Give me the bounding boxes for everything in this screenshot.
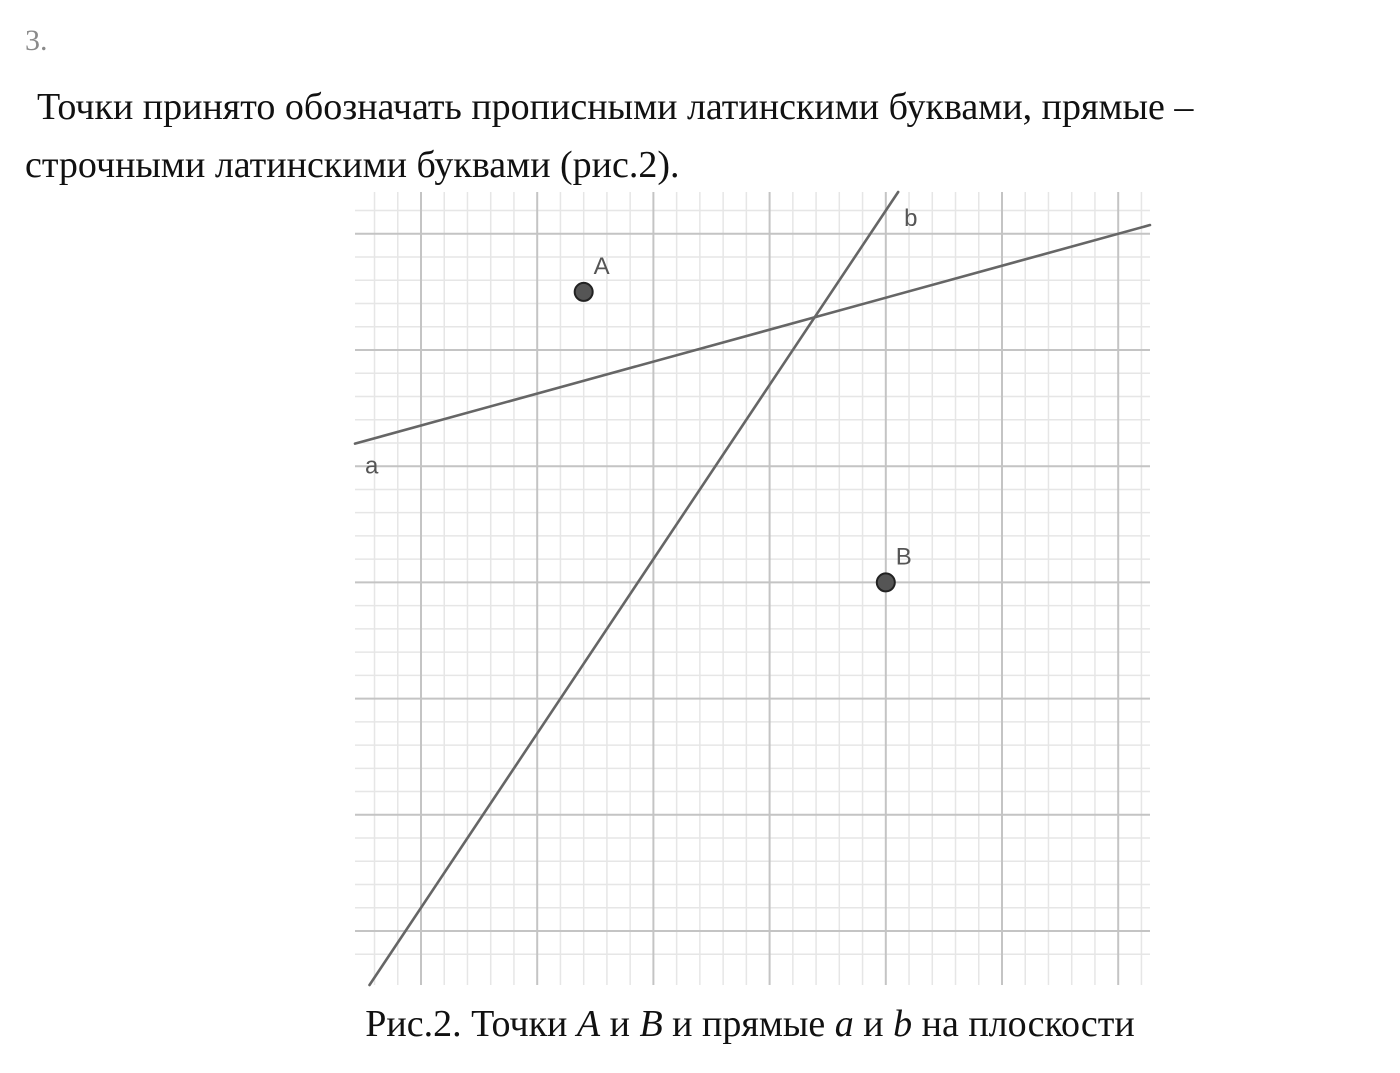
caption-var-a-lower: a: [834, 1003, 854, 1045]
line-b-label: b: [904, 205, 918, 232]
line-a-label: a: [365, 452, 379, 480]
caption-and-1: и: [600, 1003, 640, 1045]
caption-prefix: Рис.2. Точки: [365, 1003, 577, 1045]
point-B: [877, 573, 895, 591]
point-A: [575, 283, 593, 301]
grid-major: [355, 192, 1150, 985]
caption-var-b-lower: b: [893, 1003, 913, 1045]
grid-minor: [355, 192, 1150, 985]
line-b: [370, 192, 899, 985]
point-A-label: A: [593, 252, 610, 280]
point-B-label: B: [895, 543, 912, 571]
paragraph-line-1: Точки принято обозначать прописными латинскими буквами, прямые –: [37, 86, 1194, 128]
lines-layer: [355, 192, 1150, 985]
caption-mid: и прямые: [662, 1003, 835, 1045]
caption-suffix: на плоскости: [912, 1003, 1135, 1045]
labels-layer: [365, 205, 918, 570]
figure-caption: [0, 1000, 1400, 1048]
paragraph-line-2: строчными латинскими буквами (рис.2).: [25, 144, 680, 186]
caption-and-2: и: [853, 1003, 894, 1045]
item-number: 3.: [25, 24, 48, 57]
caption-var-b-upper: B: [639, 1003, 663, 1045]
caption-var-a-upper: A: [576, 1003, 601, 1045]
